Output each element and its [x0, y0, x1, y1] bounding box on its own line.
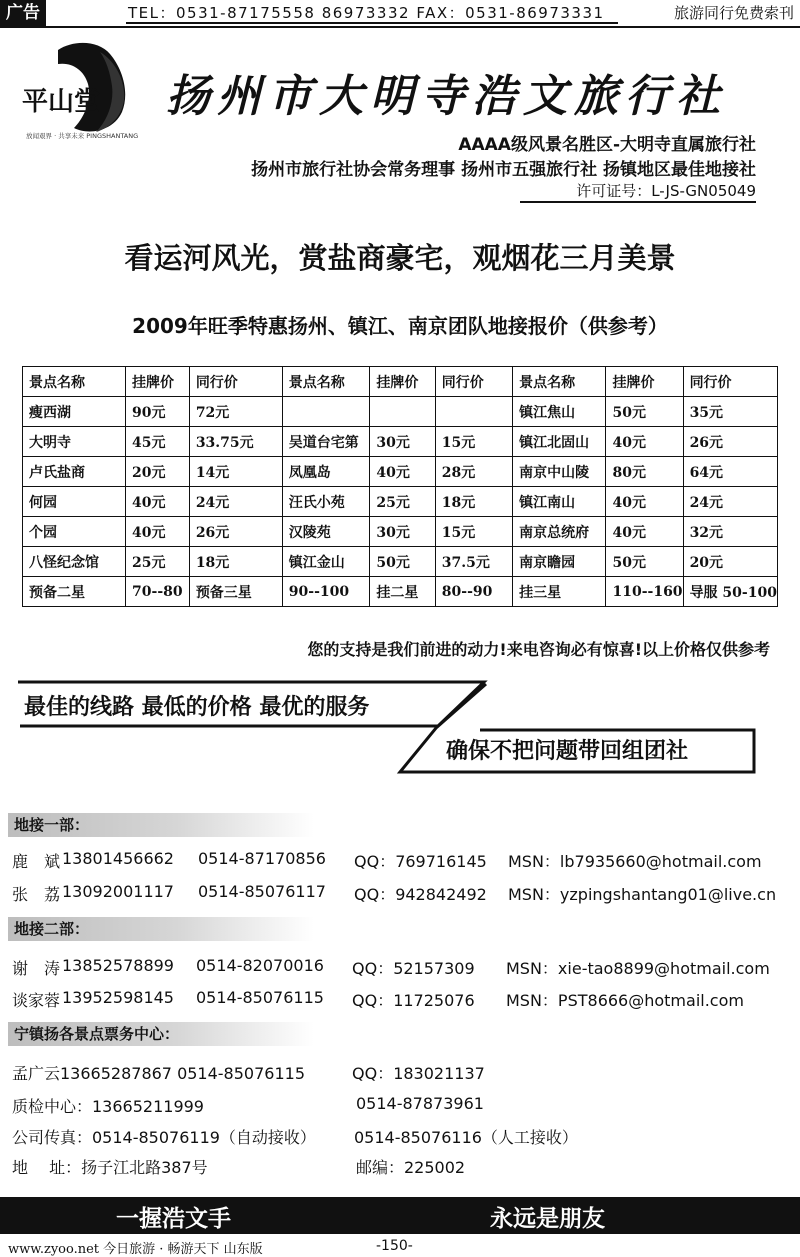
- table-cell: 镇江南山: [513, 487, 606, 517]
- table-header-cell: 同行价: [435, 367, 512, 397]
- table-cell: 导服 50-100: [683, 577, 777, 607]
- table-cell: 南京中山陵: [513, 457, 606, 487]
- contact-name: 谢 涛: [12, 959, 61, 978]
- table-cell: 个园: [23, 517, 126, 547]
- table-header-cell: 挂牌价: [370, 367, 435, 397]
- ad-label: 广告: [0, 0, 46, 26]
- footer-site: www.zyoo.net 今日旅游 · 畅游天下 山东版: [8, 1242, 263, 1257]
- table-cell: 15元: [435, 517, 512, 547]
- pingshantang-logo: [18, 40, 144, 144]
- slogan-line-1: 最佳的线路 最低的价格 最优的服务: [24, 695, 370, 720]
- table-cell: 南京瞻园: [513, 547, 606, 577]
- table-cell: 25元: [126, 547, 190, 577]
- bottom-slogan-left: 一握浩文手: [116, 1206, 231, 1232]
- table-row: [23, 487, 778, 517]
- info-row: [12, 1094, 792, 1116]
- table-row: [23, 517, 778, 547]
- table-cell: 14元: [189, 457, 282, 487]
- section-title-ticket-center: 宁镇扬各景点票务中心：: [8, 1022, 314, 1046]
- table-cell: 110--160: [606, 577, 683, 607]
- table-cell: 72元: [189, 397, 282, 427]
- contact-msn: MSN：PST8666@hotmail.com: [506, 991, 744, 1010]
- contact-row: [12, 882, 792, 904]
- table-cell: 50元: [606, 547, 683, 577]
- agency-name: 扬州市大明寺浩文旅行社: [166, 71, 727, 122]
- table-header-cell: 景点名称: [23, 367, 126, 397]
- table-cell: 80--90: [435, 577, 512, 607]
- contact-msn: MSN：yzpingshantang01@live.cn: [508, 885, 777, 904]
- tagline-secondary: 扬州市旅行社协会常务理事 扬州市五强旅行社 扬镇地区最佳地接社: [251, 160, 756, 180]
- contact-qq: QQ：942842492: [354, 885, 487, 904]
- table-cell: 50元: [606, 397, 683, 427]
- contact-qq: QQ：11725076: [352, 991, 475, 1010]
- table-row: [23, 427, 778, 457]
- table-cell: 33.75元: [189, 427, 282, 457]
- table-cell: 40元: [606, 427, 683, 457]
- contact-msn: MSN：lb7935660@hotmail.com: [508, 852, 762, 871]
- table-cell: 40元: [126, 517, 190, 547]
- table-cell: 挂三星: [513, 577, 606, 607]
- table-cell: 40元: [370, 457, 435, 487]
- contact-phone: 0514-87170856: [198, 849, 326, 868]
- table-cell: 32元: [683, 517, 777, 547]
- page-number: -150-: [376, 1238, 413, 1254]
- contact-phone: 0514-85076117: [198, 882, 326, 901]
- table-cell: 八怪纪念馆: [23, 547, 126, 577]
- table-cell: 35元: [683, 397, 777, 427]
- table-cell: 30元: [370, 427, 435, 457]
- contact-msn: MSN：xie-tao8899@hotmail.com: [506, 959, 770, 978]
- logo-text: 平山堂: [22, 87, 101, 117]
- table-cell: 45元: [126, 427, 190, 457]
- info-left: 公司传真：0514-85076119（自动接收）: [12, 1128, 316, 1147]
- table-cell: [370, 397, 435, 427]
- table-cell: 37.5元: [435, 547, 512, 577]
- table-header-cell: 挂牌价: [606, 367, 683, 397]
- table-header-row: [23, 367, 778, 397]
- table-cell: 25元: [370, 487, 435, 517]
- contact-row: [12, 956, 792, 978]
- table-cell: 镇江金山: [282, 547, 370, 577]
- table-header-cell: 景点名称: [513, 367, 606, 397]
- info-right: 0514-85076116（人工接收）: [354, 1128, 578, 1147]
- table-cell: 挂二星: [370, 577, 435, 607]
- table-cell: 20元: [126, 457, 190, 487]
- table-cell: 28元: [435, 457, 512, 487]
- contact-phone: 0514-85076115: [196, 988, 324, 1007]
- bottom-slogan-right: 永远是朋友: [490, 1206, 605, 1232]
- info-row: [12, 1061, 792, 1083]
- info-right: 邮编：225002: [356, 1158, 466, 1177]
- table-cell: 镇江北固山: [513, 427, 606, 457]
- top-divider: [0, 26, 800, 28]
- table-cell: [435, 397, 512, 427]
- top-underline: [126, 22, 618, 24]
- contact-mobile: 13092001117: [62, 882, 174, 901]
- table-row: [23, 457, 778, 487]
- table-cell: 64元: [683, 457, 777, 487]
- table-cell: 24元: [189, 487, 282, 517]
- table-cell: 24元: [683, 487, 777, 517]
- contact-name: 张 荔: [12, 885, 61, 904]
- info-row: [12, 1155, 792, 1177]
- info-left: 质检中心：13665211999: [12, 1097, 204, 1116]
- contact-row: [12, 988, 792, 1010]
- contact-name: 谈家蓉: [12, 991, 61, 1010]
- table-row: [23, 547, 778, 577]
- table-cell: 40元: [126, 487, 190, 517]
- table-cell: 50元: [370, 547, 435, 577]
- section-title-dept2: 地接二部：: [8, 917, 314, 941]
- slogan-line-2: 确保不把问题带回组团社: [446, 739, 689, 764]
- info-left: 地 址：扬子江北路387号: [12, 1158, 208, 1177]
- free-index-label: 旅游同行免费索刊: [673, 4, 794, 22]
- table-cell: 15元: [435, 427, 512, 457]
- table-cell: 26元: [189, 517, 282, 547]
- contact-name: 鹿 斌: [12, 852, 61, 871]
- contact-row: [12, 849, 792, 871]
- contact-qq: QQ：769716145: [354, 852, 487, 871]
- table-row: [23, 577, 778, 607]
- table-cell: [282, 397, 370, 427]
- headline: 看运河风光，赏盐商豪宅，观烟花三月美景: [124, 241, 676, 275]
- price-note: 您的支持是我们前进的动力!来电咨询必有惊喜!以上价格仅供参考: [307, 640, 770, 659]
- table-row: [23, 397, 778, 427]
- info-right: QQ：183021137: [352, 1064, 485, 1083]
- table-cell: 南京总统府: [513, 517, 606, 547]
- contact-qq: QQ：52157309: [352, 959, 475, 978]
- section-title-dept1: 地接一部：: [8, 813, 314, 837]
- table-cell: 凤凰岛: [282, 457, 370, 487]
- table-cell: 30元: [370, 517, 435, 547]
- info-row: [12, 1125, 792, 1147]
- table-cell: 90--100: [282, 577, 370, 607]
- license-underline: [520, 201, 756, 203]
- contact-phone: 0514-82070016: [196, 956, 324, 975]
- table-cell: 40元: [606, 487, 683, 517]
- table-cell: 何园: [23, 487, 126, 517]
- contact-mobile: 13952598145: [62, 988, 174, 1007]
- logo-motto: 放闻艰界 · 共享未来 PINGSHANTANG: [26, 132, 139, 140]
- tagline-primary: AAAA级风景名胜区-大明寺直属旅行社: [458, 135, 756, 155]
- table-cell: 预备二星: [23, 577, 126, 607]
- table-cell: 汉陵苑: [282, 517, 370, 547]
- info-left: 孟广云13665287867 0514-85076115: [12, 1064, 305, 1083]
- table-cell: 预备三星: [189, 577, 282, 607]
- license-number: 许可证号：L-JS-GN05049: [576, 182, 756, 200]
- top-contact-line: TEL：0531-87175558 86973332 FAX：0531-86973331: [128, 4, 605, 22]
- contact-mobile: 13801456662: [62, 849, 174, 868]
- table-cell: 大明寺: [23, 427, 126, 457]
- contact-mobile: 13852578899: [62, 956, 174, 975]
- table-cell: 70--80: [126, 577, 190, 607]
- table-header-cell: 景点名称: [282, 367, 370, 397]
- table-cell: 80元: [606, 457, 683, 487]
- table-cell: 18元: [189, 547, 282, 577]
- table-header-cell: 挂牌价: [126, 367, 190, 397]
- info-right: 0514-87873961: [356, 1094, 484, 1113]
- table-cell: 26元: [683, 427, 777, 457]
- table-cell: 20元: [683, 547, 777, 577]
- table-cell: 瘦西湖: [23, 397, 126, 427]
- subheadline: 2009年旺季特惠扬州、镇江、南京团队地接报价（供参考）: [132, 314, 668, 338]
- table-cell: 90元: [126, 397, 190, 427]
- table-cell: 镇江焦山: [513, 397, 606, 427]
- table-cell: 卢氏盐商: [23, 457, 126, 487]
- table-cell: 40元: [606, 517, 683, 547]
- table-header-cell: 同行价: [683, 367, 777, 397]
- table-cell: 汪氏小苑: [282, 487, 370, 517]
- table-cell: 18元: [435, 487, 512, 517]
- table-cell: 吴道台宅第: [282, 427, 370, 457]
- table-header-cell: 同行价: [189, 367, 282, 397]
- price-table: [22, 366, 778, 607]
